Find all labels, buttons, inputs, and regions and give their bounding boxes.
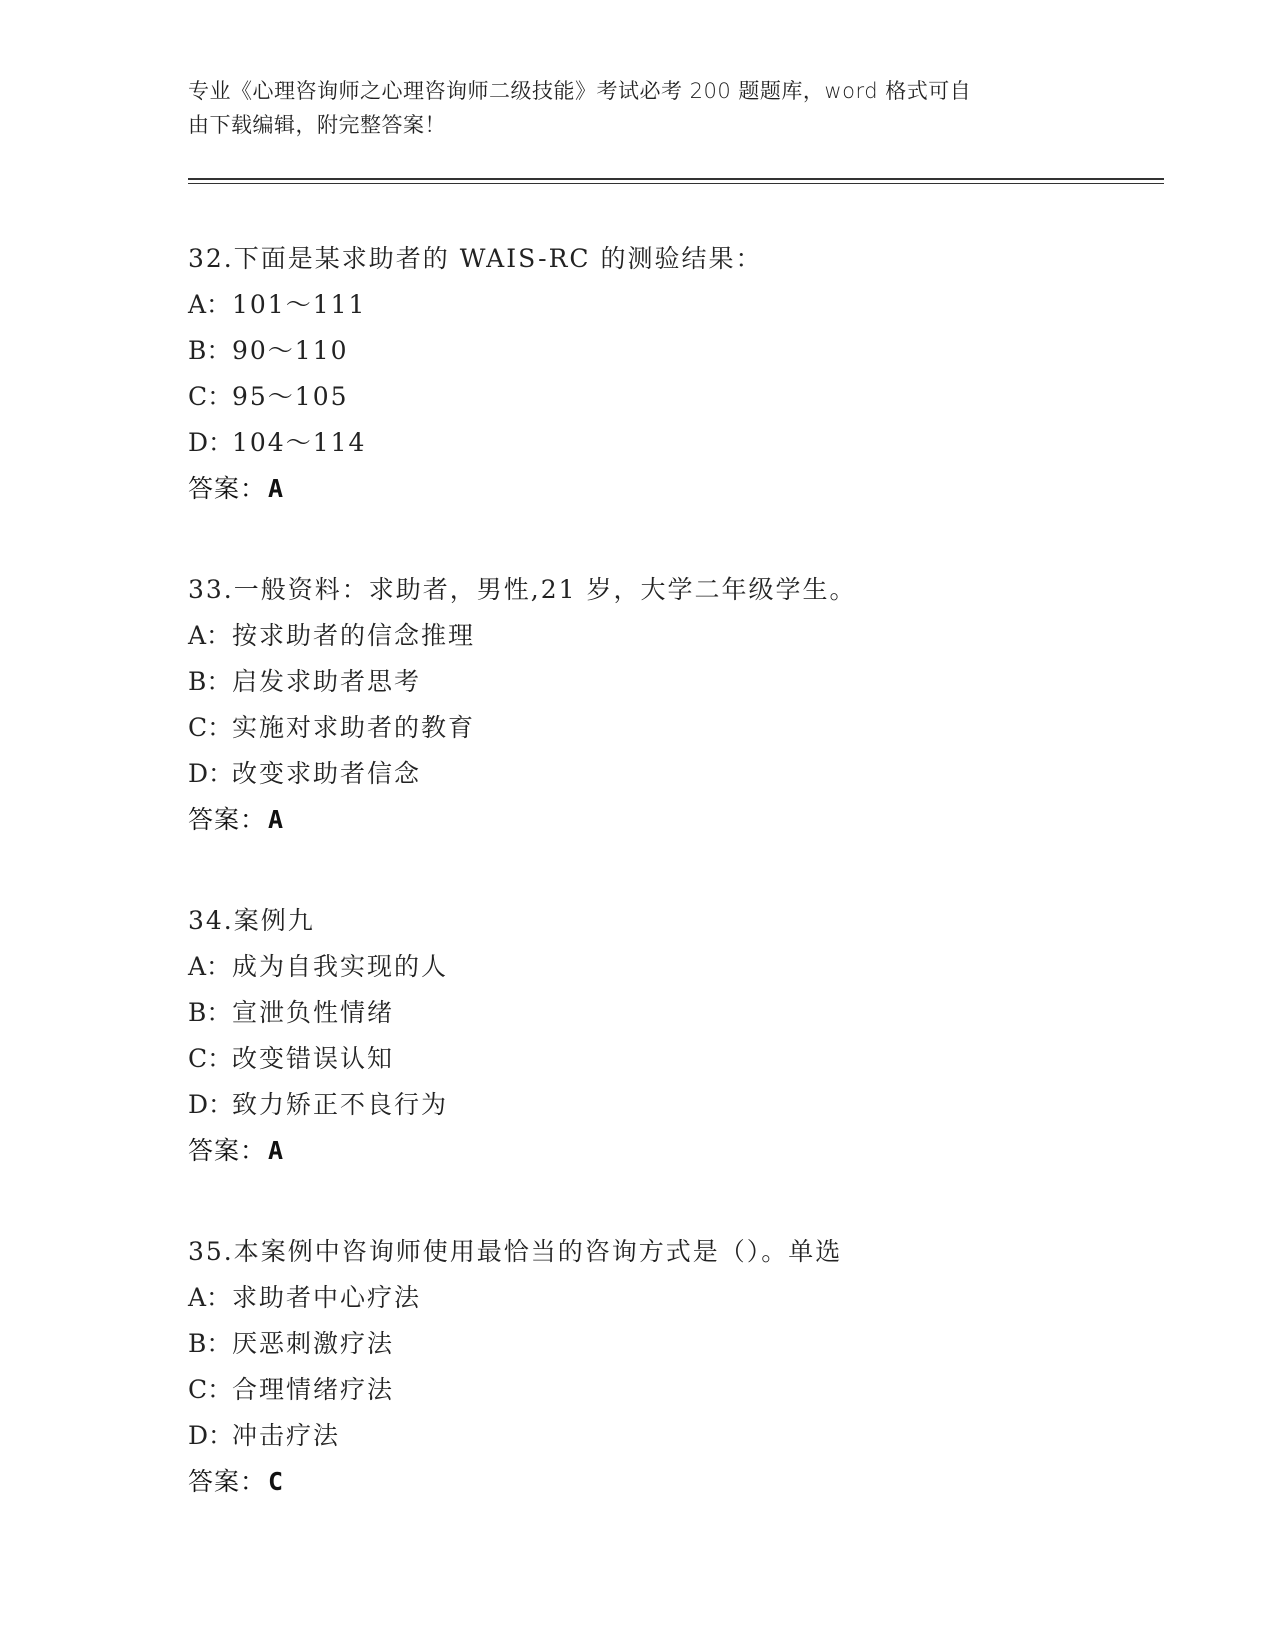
option-letter: C： bbox=[188, 382, 233, 411]
option-text: 101～111 bbox=[232, 290, 367, 319]
answer-value: A bbox=[268, 474, 284, 503]
option-letter: C： bbox=[188, 1044, 233, 1073]
option-letter: D： bbox=[188, 1421, 234, 1450]
option-letter: B： bbox=[188, 1329, 232, 1358]
option-letter: C： bbox=[188, 713, 233, 742]
question-stem: 32.下面是某求助者的 WAIS-RC 的测验结果： bbox=[188, 244, 763, 273]
answer-label: 答案： bbox=[188, 805, 267, 834]
option-text: 启发求助者思考 bbox=[232, 667, 422, 696]
option-d bbox=[188, 751, 1168, 797]
option-text: 改变错误认知 bbox=[232, 1044, 395, 1073]
option-a bbox=[188, 613, 1168, 659]
option-letter: A： bbox=[188, 290, 232, 319]
answer-line bbox=[188, 797, 1168, 843]
option-b bbox=[188, 1321, 1168, 1367]
question-stem: 35.本案例中咨询师使用最恰当的咨询方式是（）。单选 bbox=[188, 1237, 843, 1266]
document-header bbox=[188, 74, 1068, 142]
option-text: 95～105 bbox=[232, 382, 349, 411]
header-divider-bottom bbox=[188, 183, 1164, 184]
answer-line bbox=[188, 1128, 1168, 1174]
option-c bbox=[188, 1036, 1168, 1082]
answer-value: A bbox=[268, 1136, 284, 1165]
option-text: 按求助者的信念推理 bbox=[232, 621, 476, 650]
option-a bbox=[188, 1275, 1168, 1321]
option-text: 104～114 bbox=[232, 428, 367, 457]
option-text: 90～110 bbox=[232, 336, 349, 365]
answer-line bbox=[188, 466, 1168, 512]
option-letter: B： bbox=[188, 998, 232, 1027]
option-letter: A： bbox=[188, 952, 232, 981]
question-33 bbox=[188, 567, 1168, 843]
option-letter: D： bbox=[188, 428, 234, 457]
option-text: 成为自我实现的人 bbox=[232, 952, 449, 981]
option-d bbox=[188, 1082, 1168, 1128]
answer-value: A bbox=[268, 805, 284, 834]
option-a bbox=[188, 944, 1168, 990]
question-32 bbox=[188, 236, 1168, 512]
answer-label: 答案： bbox=[188, 1136, 267, 1165]
option-text: 实施对求助者的教育 bbox=[232, 713, 476, 742]
option-b bbox=[188, 659, 1168, 705]
option-text: 宣泄负性情绪 bbox=[232, 998, 395, 1027]
option-text: 冲击疗法 bbox=[232, 1421, 341, 1450]
option-b bbox=[188, 328, 1168, 374]
answer-value: C bbox=[268, 1467, 284, 1496]
option-d bbox=[188, 1413, 1168, 1459]
option-d bbox=[188, 420, 1168, 466]
option-text: 致力矫正不良行为 bbox=[232, 1090, 449, 1119]
answer-label: 答案： bbox=[188, 474, 267, 503]
option-c bbox=[188, 1367, 1168, 1413]
header-divider-top bbox=[188, 178, 1164, 180]
answer-line bbox=[188, 1459, 1168, 1505]
option-letter: A： bbox=[188, 621, 232, 650]
option-a bbox=[188, 282, 1168, 328]
option-letter: C： bbox=[188, 1375, 233, 1404]
option-letter: B： bbox=[188, 667, 232, 696]
question-34 bbox=[188, 898, 1168, 1174]
question-35 bbox=[188, 1229, 1168, 1505]
option-text: 厌恶刺激疗法 bbox=[232, 1329, 395, 1358]
option-text: 改变求助者信念 bbox=[232, 759, 422, 788]
option-c bbox=[188, 705, 1168, 751]
option-b bbox=[188, 990, 1168, 1036]
option-text: 合理情绪疗法 bbox=[232, 1375, 395, 1404]
option-letter: D： bbox=[188, 759, 234, 788]
option-letter: D： bbox=[188, 1090, 234, 1119]
question-list bbox=[188, 236, 1168, 1560]
option-c bbox=[188, 374, 1168, 420]
answer-label: 答案： bbox=[188, 1467, 267, 1496]
option-letter: B： bbox=[188, 336, 232, 365]
header-line-2: 由下载编辑，附完整答案！ bbox=[188, 113, 446, 137]
question-stem: 33.一般资料：求助者，男性,21 岁，大学二年级学生。 bbox=[188, 575, 857, 604]
question-stem: 34.案例九 bbox=[188, 906, 315, 935]
option-letter: A： bbox=[188, 1283, 232, 1312]
header-line-1: 专业《心理咨询师之心理咨询师二级技能》考试必考 200 题题库，word 格式可自 bbox=[188, 79, 972, 103]
option-text: 求助者中心疗法 bbox=[232, 1283, 422, 1312]
